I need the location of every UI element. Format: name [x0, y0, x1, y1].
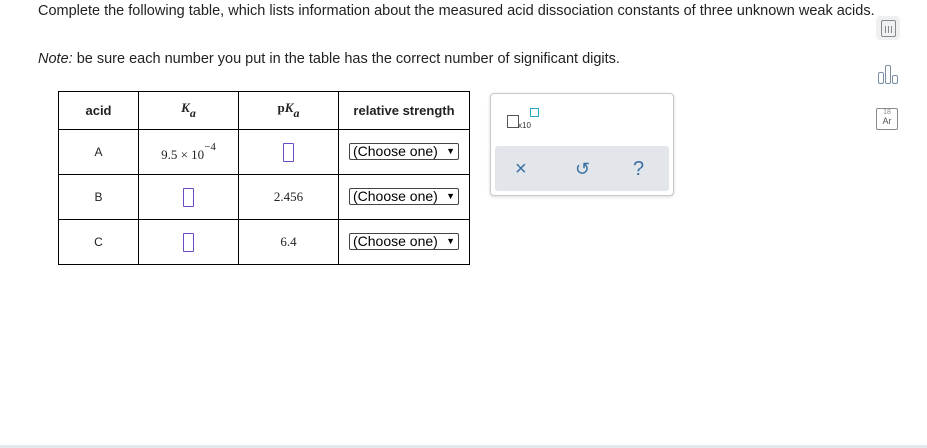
- chevron-down-icon: ▼: [446, 236, 455, 247]
- chevron-down-icon: ▼: [446, 191, 455, 202]
- strength-select-value: (Choose one): [353, 188, 438, 205]
- strength-select-value: (Choose one): [353, 233, 438, 250]
- ka-value: [161, 141, 216, 162]
- panel-toolbar: [495, 146, 669, 191]
- ka-coefficient: 9.5 × 10: [161, 147, 205, 162]
- exponent-box-icon: [530, 108, 539, 117]
- undo-button[interactable]: ↺: [575, 159, 591, 179]
- chevron-down-icon: ▼: [446, 146, 455, 157]
- table-row: [59, 130, 470, 175]
- ka-cell: [139, 220, 239, 265]
- header-strength: relative strength: [339, 92, 470, 130]
- header-acid: acid: [59, 92, 139, 130]
- bar-chart-icon[interactable]: [878, 64, 900, 84]
- bar-chart-bar: [885, 65, 891, 84]
- note-label: Note:: [38, 51, 73, 67]
- help-button[interactable]: ?: [633, 158, 645, 180]
- table-row: [59, 175, 470, 220]
- header-ka: [139, 92, 239, 130]
- strength-cell: [339, 220, 470, 265]
- header-pka-p: p: [277, 100, 285, 115]
- ka-cell: [139, 175, 239, 220]
- strength-select[interactable]: [349, 188, 459, 205]
- pka-input[interactable]: [283, 143, 294, 162]
- ka-cell: [139, 130, 239, 175]
- pka-cell: [239, 130, 339, 175]
- header-ka-main: K: [181, 100, 190, 115]
- strength-cell: [339, 130, 470, 175]
- acid-label: C: [59, 220, 139, 265]
- header-pka-main: K: [284, 100, 294, 115]
- strength-select-value: (Choose one): [353, 143, 438, 160]
- ka-exponent: −4: [204, 141, 216, 153]
- bar-chart-bar: [892, 75, 898, 84]
- clear-button[interactable]: ×: [515, 158, 527, 180]
- header-ka-sub: a: [189, 106, 196, 120]
- header-pka-sub: a: [293, 106, 300, 120]
- periodic-table-icon[interactable]: [876, 108, 898, 130]
- note: [38, 51, 620, 67]
- table-row: [59, 220, 470, 265]
- acid-label: B: [59, 175, 139, 220]
- bar-chart-bar: [878, 72, 884, 84]
- acid-table: [58, 91, 470, 265]
- math-input-panel: [490, 93, 674, 196]
- table-header-row: [59, 92, 470, 130]
- periodic-number: 18: [883, 109, 891, 116]
- header-pka: [239, 92, 339, 130]
- x10-label: x10: [518, 121, 531, 130]
- note-text: be sure each number you put in the table has the correct number of significant digits.: [72, 51, 620, 67]
- strength-select[interactable]: [349, 233, 459, 250]
- question-prompt: Complete the following table, which lists information about the measured acid dissociation constants of three unknown weak acids.: [38, 3, 875, 19]
- ka-input[interactable]: [183, 188, 194, 207]
- scientific-notation-button[interactable]: [507, 108, 539, 128]
- calculator-body: [881, 20, 896, 37]
- pka-value: 2.456: [239, 175, 339, 220]
- strength-select[interactable]: [349, 143, 459, 160]
- calculator-icon[interactable]: [876, 16, 900, 40]
- pka-value: 6.4: [239, 220, 339, 265]
- periodic-symbol: Ar: [882, 116, 892, 126]
- strength-cell: [339, 175, 470, 220]
- acid-label: A: [59, 130, 139, 175]
- calculator-keys: [885, 26, 892, 33]
- ka-input[interactable]: [183, 233, 194, 252]
